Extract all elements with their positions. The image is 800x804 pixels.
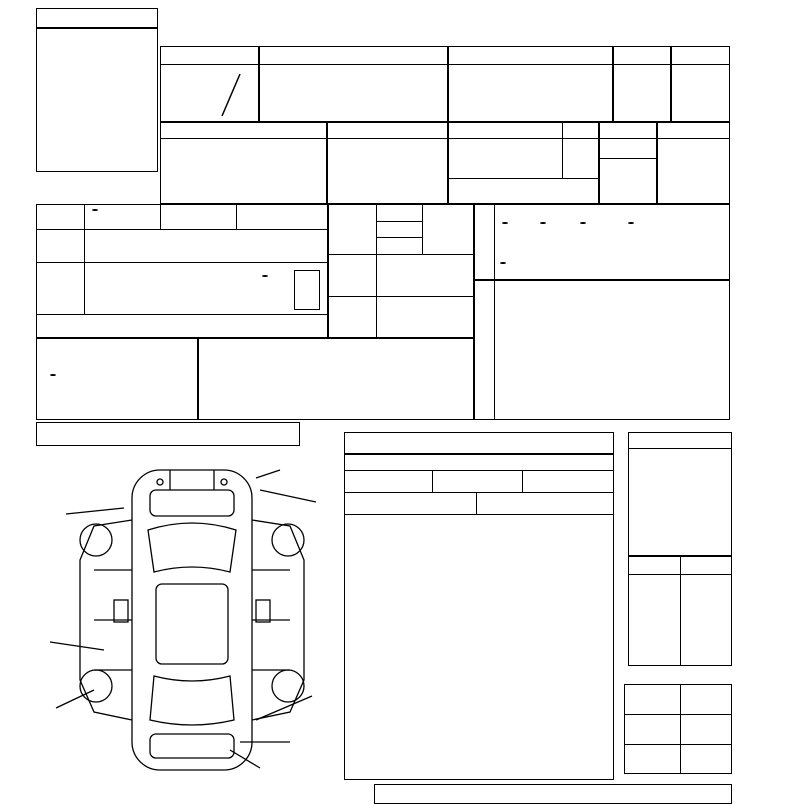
- left-grid: [36, 204, 328, 338]
- lot-number-box: [36, 8, 158, 172]
- inspector-box: [344, 454, 614, 780]
- car-diagram: [20, 450, 360, 790]
- vin-box: [374, 784, 732, 804]
- aw-option: [580, 222, 586, 224]
- repair-box: [36, 338, 198, 420]
- abs-option: [500, 262, 506, 264]
- score-box: [628, 432, 732, 556]
- km-unit: [262, 275, 268, 277]
- pw-option: [540, 222, 546, 224]
- tools-box: [624, 684, 732, 774]
- sales-box: [474, 280, 730, 420]
- recycle-box: [36, 422, 300, 446]
- equipment-box: [474, 204, 730, 280]
- mid-grid: [328, 204, 474, 338]
- ps-option: [502, 222, 508, 224]
- ab-option: [628, 222, 634, 224]
- repair-value: [50, 374, 56, 376]
- row2-frame: [160, 122, 730, 204]
- meter-box: [344, 432, 614, 454]
- notes-box: [198, 338, 474, 420]
- year-slash: [210, 70, 250, 120]
- odo-extra-box: [294, 270, 320, 310]
- private-use-option: [92, 209, 98, 211]
